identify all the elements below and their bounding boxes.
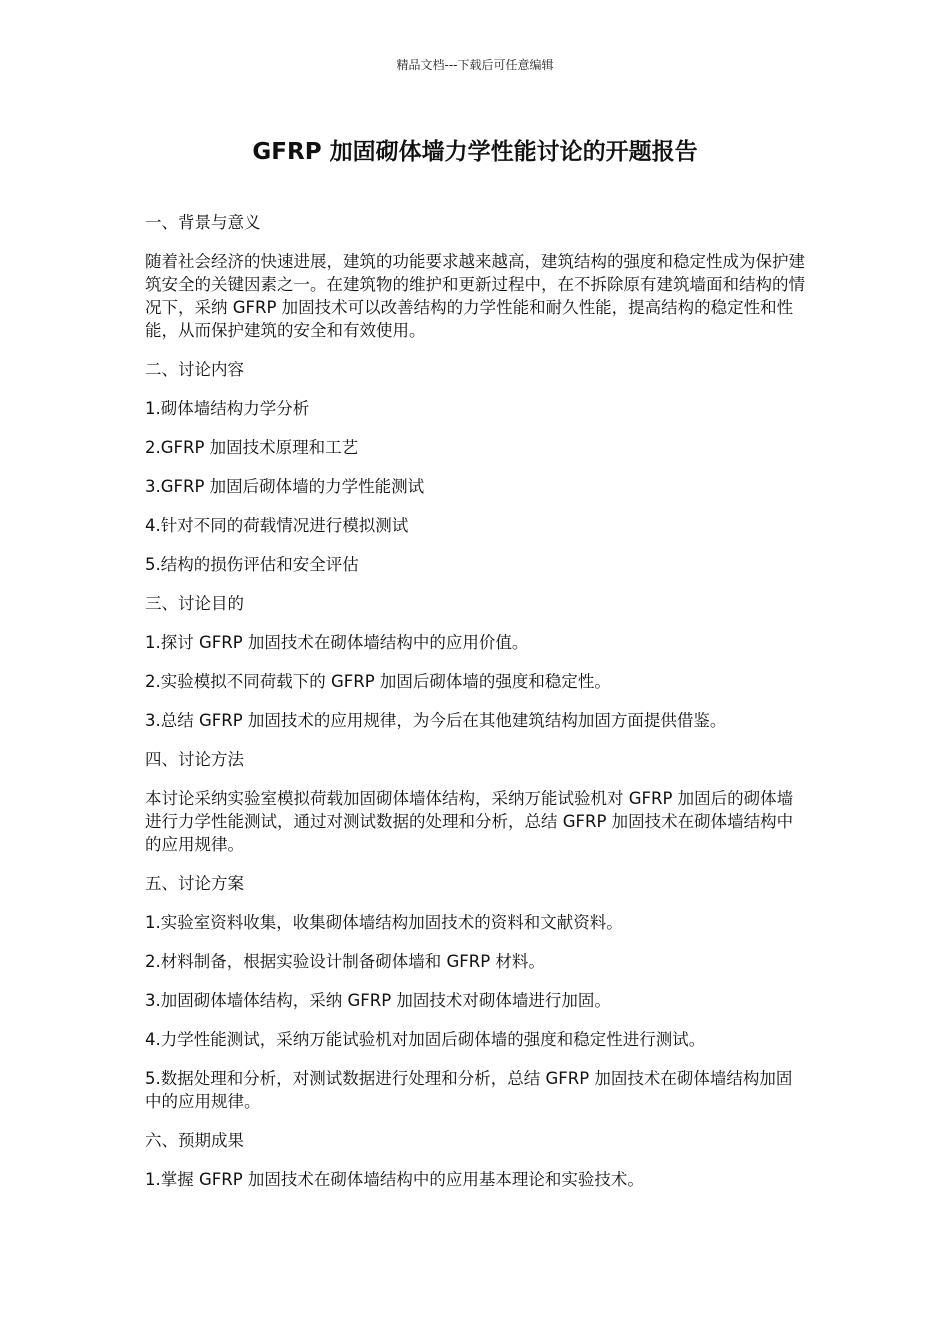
content-item-3: 3.GFRP 加固后砌体墙的力学性能测试 xyxy=(145,477,425,496)
content-item-1: 1.砌体墙结构力学分析 xyxy=(145,399,310,418)
content-item-5: 5.结构的损伤评估和安全评估 xyxy=(145,555,359,574)
section-heading-purpose: 三、讨论目的 xyxy=(145,594,244,613)
plan-item-5: 5.数据处理和分析，对测试数据进行处理和分析，总结 GFRP 加固技术在砌体墙结构加固中的应用规律。 xyxy=(145,1069,793,1111)
results-item-1: 1.掌握 GFRP 加固技术在砌体墙结构中的应用基本理论和实验技术。 xyxy=(145,1170,644,1189)
purpose-item-2: 2.实验模拟不同荷载下的 GFRP 加固后砌体墙的强度和稳定性。 xyxy=(145,672,611,691)
page-header-note: 精品文档---下载后可任意编辑 xyxy=(396,58,554,72)
document-title: GFRP 加固砌体墙力学性能讨论的开题报告 xyxy=(252,139,698,165)
background-paragraph: 随着社会经济的快速进展，建筑的功能要求越来越高，建筑结构的强度和稳定性成为保护建筑安全的关键因素之一。在建筑物的维护和更新过程中，在不拆除原有建筑墙面和结构的情况下，采纳 GFRP 加固技术可以改善结构的力学性能和耐久性能，提高结构的稳定性和性能，从而保护建筑的安全和有效使用。 xyxy=(145,252,805,340)
content-item-4: 4.针对不同的荷载情况进行模拟测试 xyxy=(145,516,409,535)
content-item-2: 2.GFRP 加固技术原理和工艺 xyxy=(145,438,359,457)
section-heading-plan: 五、讨论方案 xyxy=(145,874,244,893)
section-heading-background: 一、背景与意义 xyxy=(145,213,261,232)
plan-item-3: 3.加固砌体墙体结构，采纳 GFRP 加固技术对砌体墙进行加固。 xyxy=(145,991,611,1010)
plan-item-4: 4.力学性能测试，采纳万能试验机对加固后砌体墙的强度和稳定性进行测试。 xyxy=(145,1030,706,1049)
purpose-item-1: 1.探讨 GFRP 加固技术在砌体墙结构中的应用价值。 xyxy=(145,633,529,652)
purpose-item-3: 3.总结 GFRP 加固技术的应用规律，为今后在其他建筑结构加固方面提供借鉴。 xyxy=(145,711,727,730)
plan-item-1: 1.实验室资料收集，收集砌体墙结构加固技术的资料和文献资料。 xyxy=(145,913,623,932)
section-heading-results: 六、预期成果 xyxy=(145,1131,244,1150)
section-heading-method: 四、讨论方法 xyxy=(145,750,244,769)
plan-item-2: 2.材料制备，根据实验设计制备砌体墙和 GFRP 材料。 xyxy=(145,952,545,971)
document-body xyxy=(145,211,805,1207)
section-heading-content: 二、讨论内容 xyxy=(145,360,244,379)
method-paragraph: 本讨论采纳实验室模拟荷载加固砌体墙体结构，采纳万能试验机对 GFRP 加固后的砌体墙进行力学性能测试，通过对测试数据的处理和分析，总结 GFRP 加固技术在砌体墙结构中的应用规律。 xyxy=(145,789,794,854)
